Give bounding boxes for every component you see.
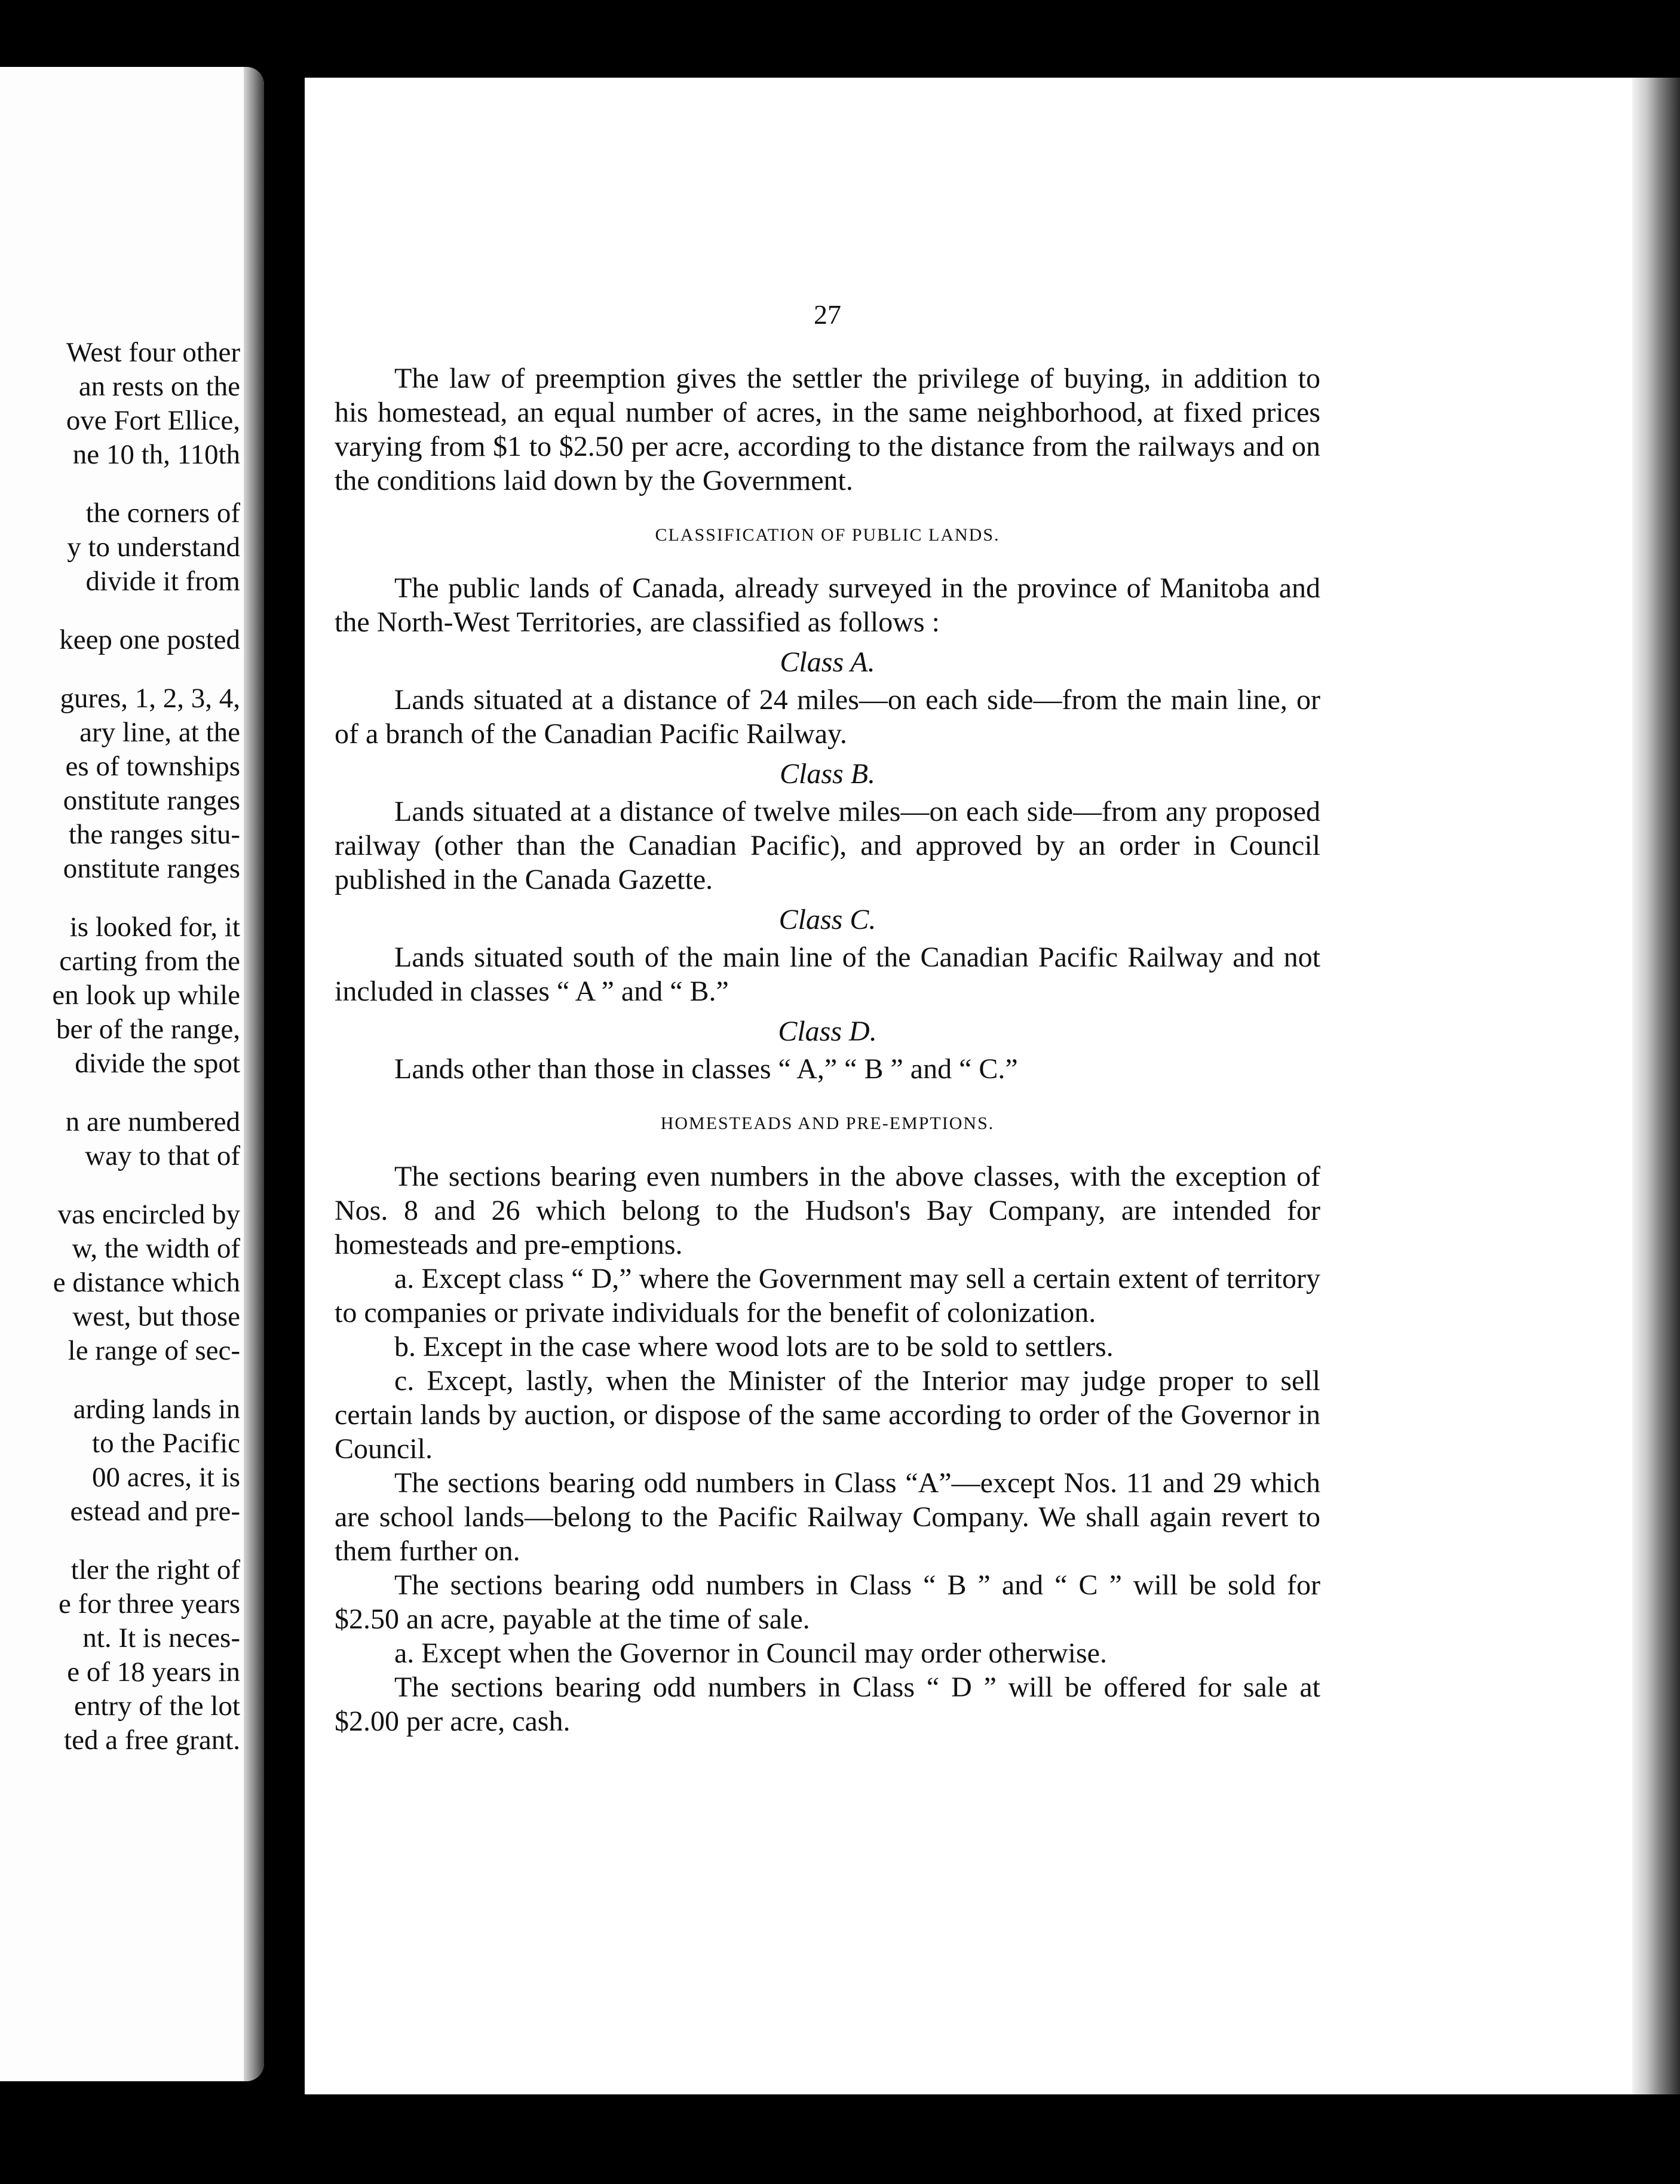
- left-page-line: ove Fort Ellice,: [66, 405, 240, 436]
- class-b-heading: Class B.: [779, 758, 876, 790]
- left-page-text: [0, 336, 244, 1757]
- left-page-line: onstitute ranges: [63, 785, 240, 816]
- odd-numbers-class-bc-paragraph: The sections bearing odd numbers in Class “ B ” and “ C ” will be sold for $2.50 an acre, payable at the time of sale.: [335, 1569, 1320, 1635]
- classification-intro: The public lands of Canada, already surveyed in the province of Manitoba and the North-West Territories, are classified as follows :: [335, 572, 1320, 638]
- exception-a-paragraph: a. Except class “ D,” where the Government may sell a certain extent of territory to companies or private individuals for the benefit of colonization.: [335, 1263, 1320, 1329]
- left-page-line: gures, 1, 2, 3, 4,: [60, 683, 240, 714]
- left-page-line: y to understand: [67, 532, 240, 563]
- exception-c-paragraph: c. Except, lastly, when the Minister of the Interior may judge proper to sell certain lands by auction, or dispose of the same according to order of the Governor in Council.: [335, 1365, 1320, 1465]
- left-page-gap: [0, 1173, 240, 1198]
- left-page-gap: [0, 472, 240, 496]
- left-page-line: en look up while: [52, 980, 240, 1011]
- class-b-text: Lands situated at a distance of twelve miles—on each side—from any proposed railway (other than the Canadian Pacific), and approved by an order in Council published in the Canada Gazette.: [335, 796, 1320, 895]
- left-page-gap: [0, 886, 240, 910]
- left-page-line: arding lands in: [73, 1394, 240, 1425]
- left-page-line: le range of sec-: [68, 1335, 240, 1366]
- exception-b-paragraph: b. Except in the case where wood lots are to be sold to settlers.: [394, 1331, 1114, 1363]
- left-page-line: e of 18 years in: [67, 1657, 240, 1688]
- page-content: [335, 297, 1320, 1738]
- odd-numbers-class-d-paragraph: The sections bearing odd numbers in Class “ D ” will be offered for sale at $2.00 per acre, cash.: [335, 1671, 1320, 1737]
- left-page-line: vas encircled by: [57, 1199, 240, 1230]
- left-page-line: onstitute ranges: [63, 853, 240, 884]
- left-page-line: is looked for, it: [69, 912, 240, 943]
- left-page-line: e distance which: [53, 1267, 240, 1298]
- left-page-line: West four other: [66, 337, 240, 368]
- page-edge-shadow: [1632, 78, 1680, 2094]
- left-page-line: keep one posted: [59, 624, 240, 655]
- left-page-line: estead and pre-: [70, 1496, 240, 1527]
- left-page-line: w, the width of: [72, 1233, 240, 1264]
- class-d-heading: Class D.: [778, 1016, 877, 1047]
- left-page-line: the ranges situ-: [68, 819, 240, 850]
- left-page-line: entry of the lot: [73, 1691, 240, 1722]
- left-page-gap: [0, 1368, 240, 1392]
- left-page-line: ne 10 th, 110th: [72, 439, 240, 470]
- left-page-gap: [0, 657, 240, 682]
- governor-exception-paragraph: a. Except when the Governor in Council may order otherwise.: [394, 1637, 1107, 1669]
- left-page-line: nt. It is neces-: [82, 1622, 240, 1654]
- class-a-heading: Class A.: [780, 646, 875, 678]
- left-page-line: e for three years: [58, 1588, 240, 1619]
- page-number: 27: [814, 299, 841, 330]
- left-page-line: to the Pacific: [92, 1428, 240, 1459]
- class-c-text: Lands situated south of the main line of the Canadian Pacific Railway and not included in classes “ A ” and “ B.”: [335, 941, 1320, 1007]
- class-a-text: Lands situated at a distance of 24 miles—on each side—from the main line, or of a branch of the Canadian Pacific Railway.: [335, 684, 1320, 750]
- left-page-line: an rests on the: [78, 371, 240, 402]
- left-page-gap: [0, 1529, 240, 1553]
- left-page-line: n are numbered: [65, 1106, 240, 1137]
- left-page-line: ted a free grant.: [64, 1725, 240, 1756]
- left-page-line: ber of the range,: [56, 1014, 240, 1045]
- section-heading-classification: CLASSIFICATION OF PUBLIC LANDS.: [655, 525, 1000, 545]
- class-d-text: Lands other than those in classes “ A,” “ B ” and “ C.”: [394, 1053, 1018, 1085]
- left-page-gap: [0, 1081, 240, 1105]
- left-page-line: 00 acres, it is: [92, 1462, 240, 1493]
- left-page-line: es of townships: [65, 751, 240, 782]
- left-page-line: divide it from: [85, 566, 240, 597]
- left-page-line: tler the right of: [70, 1554, 240, 1585]
- class-c-heading: Class C.: [778, 904, 876, 935]
- homesteads-paragraph: The sections bearing even numbers in the above classes, with the exception of Nos. 8 and 26 which belong to the Hudson's Bay Company, are intended for homesteads and pre-emptions.: [335, 1161, 1320, 1260]
- book-gutter: [244, 67, 264, 2081]
- left-page-line: divide the spot: [75, 1048, 240, 1079]
- left-page-line: west, but those: [72, 1301, 240, 1332]
- section-heading-homesteads: HOMESTEADS AND PRE-EMPTIONS.: [660, 1114, 995, 1133]
- left-page-line: way to that of: [85, 1140, 240, 1171]
- left-page-fragment: [0, 67, 264, 2081]
- odd-numbers-class-a-paragraph: The sections bearing odd numbers in Class “A”—except Nos. 11 and 29 which are school lands—belong to the Pacific Railway Company. We shall again revert to them further on.: [335, 1467, 1320, 1567]
- left-page-gap: [0, 599, 240, 623]
- preemption-paragraph: The law of preemption gives the settler the privilege of buying, in addition to his homestead, an equal number of acres, in the same neighborhood, at fixed prices varying from $1 to $2.50 per acre, according to the distance from the railways and on the conditions laid down by the Government.: [335, 363, 1320, 496]
- left-page-line: ary line, at the: [79, 717, 240, 748]
- left-page-line: carting from the: [59, 946, 240, 977]
- left-page-line: the corners of: [85, 498, 240, 529]
